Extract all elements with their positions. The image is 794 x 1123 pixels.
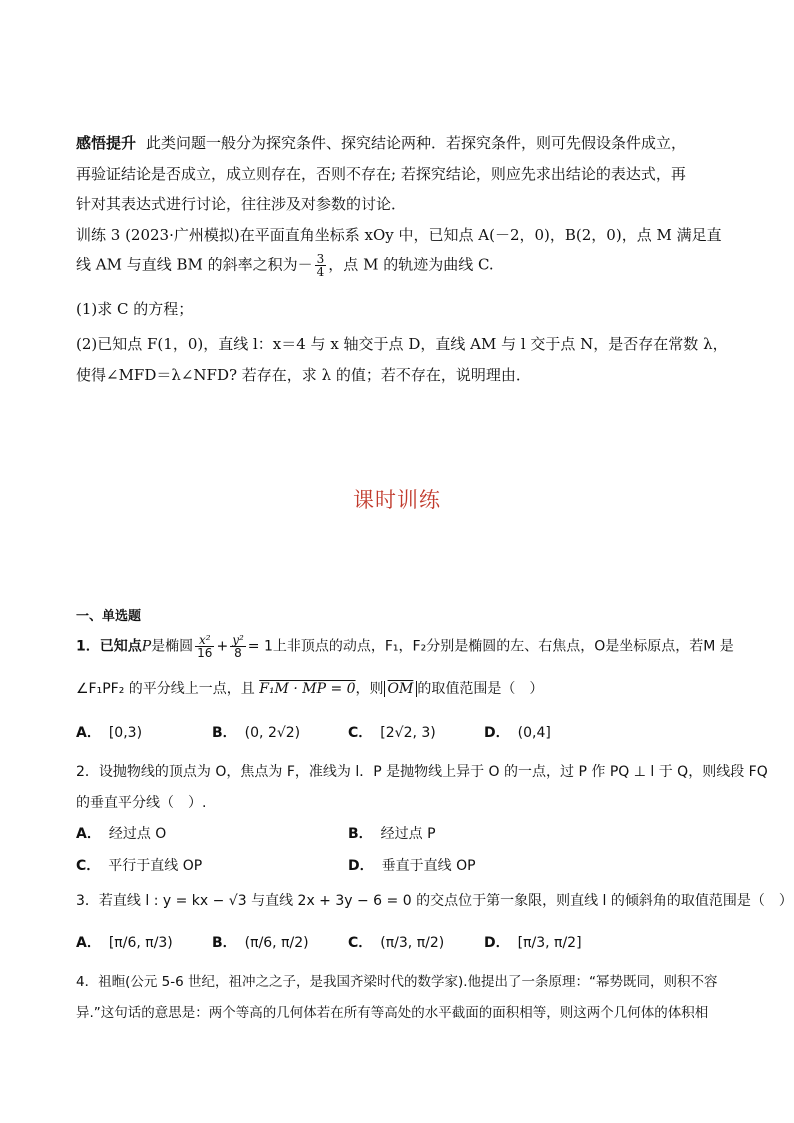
q1-option-c[interactable]: C． [2√2, 3) xyxy=(348,725,436,741)
question-2-line-1: 2．设抛物线的顶点为 O，焦点为 F，准线为 l．P 是抛物线上异于 O 的一点，过 P 作 PQ ⊥ l 于 Q，则线段 FQ xyxy=(76,764,768,780)
question-4-line-2: 异.”这句话的意思是：两个等高的几何体若在所有等高处的水平截面的面积相等，则这两个几何体的体积相 xyxy=(76,1005,709,1021)
q3-option-c[interactable]: C． (π/3, π/2) xyxy=(348,935,445,951)
insight-paragraph xyxy=(76,128,724,220)
vector-condition: F₁M · MP = 0 xyxy=(259,681,356,697)
insight-line-2: 再验证结论是否成立，成立则存在，否则不存在; 若探究结论，则应先求出结论的表达式，再 xyxy=(76,164,686,183)
exercise-part-1: (1)求 C 的方程； xyxy=(76,300,194,318)
q3-option-b[interactable]: B． (π/6, π/2) xyxy=(212,935,309,951)
om-magnitude: $\overline{OM}$ xyxy=(384,681,418,697)
question-3-line-1: 3．若直线 l : y = kx − √3 与直线 2x + 3y − 6 = 0 的交点位于第一象限，则直线 l 的倾斜角的取值范围是（ ） xyxy=(76,893,793,909)
question-2-line-2: 的垂直平分线（ ）. xyxy=(76,795,207,811)
slope-fraction: $\frac{3}{4}$ xyxy=(316,252,325,279)
exercise-part-2-line-1: (2)已知点 F(1，0)，直线 l：x＝4 与 x 轴交于点 D，直线 AM 与 l 交于点 N，是否存在常数 λ， xyxy=(76,335,728,353)
section-title: 课时训练 xyxy=(353,488,441,512)
q1-option-d[interactable]: D． (0,4] xyxy=(484,725,551,741)
exercise-part-2-line-2: 使得∠MFD＝λ∠NFD? 若存在，求 λ 的值；若不存在，说明理由． xyxy=(76,366,531,384)
q2-option-c[interactable]: C． 平行于直线 OP xyxy=(76,858,203,874)
question-1-line-2: ∠F₁PF₂ 的平分线上一点，且 F₁M · MP = 0，则 $\overline{OM}$ 的取值范围是（ ） xyxy=(76,681,544,697)
q3-option-a[interactable]: A． [π/6, π/3) xyxy=(76,935,173,951)
section-heading: 一、单选题 xyxy=(76,609,142,624)
ellipse-fraction-x: $\frac{\text{x²}}{16}$ xyxy=(197,633,213,660)
insight-lead: 感悟提升 xyxy=(76,134,137,152)
q3-option-d[interactable]: D． [π/3, π/2] xyxy=(484,935,582,951)
q2-option-a[interactable]: A． 经过点 O xyxy=(76,826,167,842)
exercise-line-1: 训练 3 (2023·广州模拟)在平面直角坐标系 xOy 中，已知点 A(－2，0)，B(2，0)，点 M 满足直 xyxy=(76,226,722,244)
question-1-line-1: 1．已知点P是椭圆 $\frac{\text{x²}}{16}$ + $\frac{\text{y²}}{8}$ = 1上非顶点的动点，F₁，F₂分别是椭圆的左、右焦点，O是坐标原点，若M 是 xyxy=(76,633,734,660)
q1-option-a[interactable]: A． [0,3) xyxy=(76,725,143,741)
ellipse-fraction-y: $\frac{\text{y²}}{8}$ xyxy=(232,633,244,660)
q1-option-b[interactable]: B． (0, 2√2) xyxy=(212,725,301,741)
q2-option-d[interactable]: D． 垂直于直线 OP xyxy=(348,858,476,874)
question-4-line-1: 4．祖暅(公元 5-6 世纪，祖冲之之子，是我国齐梁时代的数学家).他提出了一条原理：“幂势既同，则积不容 xyxy=(76,974,718,990)
insight-line-3: 针对其表达式进行讨论，往往涉及对参数的讨论． xyxy=(76,195,407,213)
exercise-line-2: 线 AM 与直线 BM 的斜率之积为－ $\frac{3}{4}$ ，点 M 的轨迹为曲线 C. xyxy=(76,252,494,279)
insight-line-1: 感悟提升 此类问题一般分为探究条件、探究结论两种．若探究条件，则可先假设条件成立， xyxy=(76,134,687,152)
q2-option-b[interactable]: B． 经过点 P xyxy=(348,826,436,842)
